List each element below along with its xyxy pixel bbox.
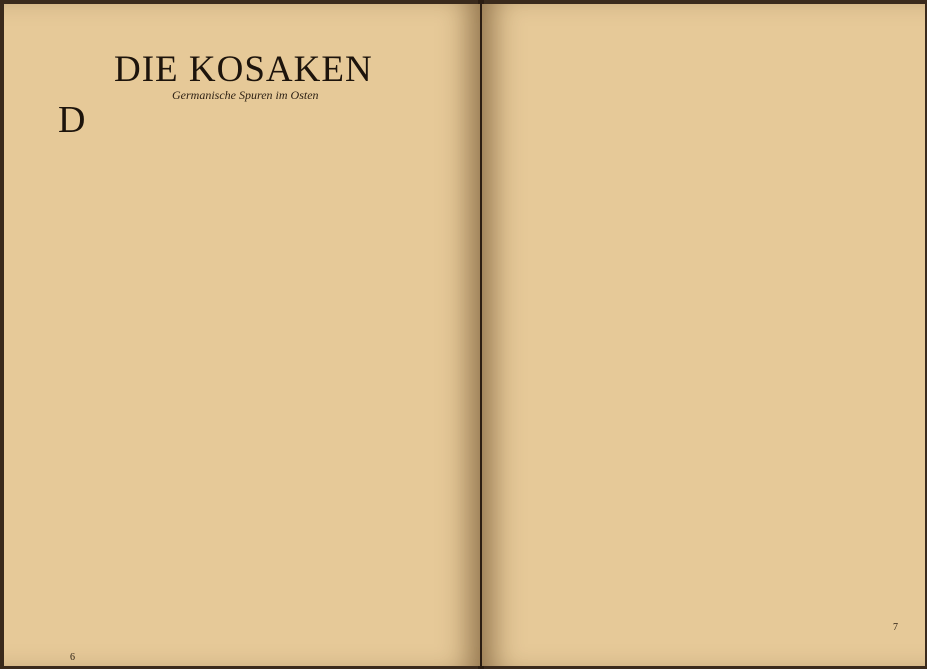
left-page (4, 4, 480, 666)
article-subtitle: Germanische Spuren im Osten (172, 88, 319, 102)
page-number-left: 6 (70, 652, 75, 663)
left-text-column (58, 99, 458, 643)
page-number-right: 7 (893, 622, 898, 633)
right-page (482, 4, 925, 666)
right-text-column (538, 58, 904, 628)
article-title: DIE KOSAKEN (114, 49, 373, 90)
drop-cap: D (58, 99, 86, 141)
